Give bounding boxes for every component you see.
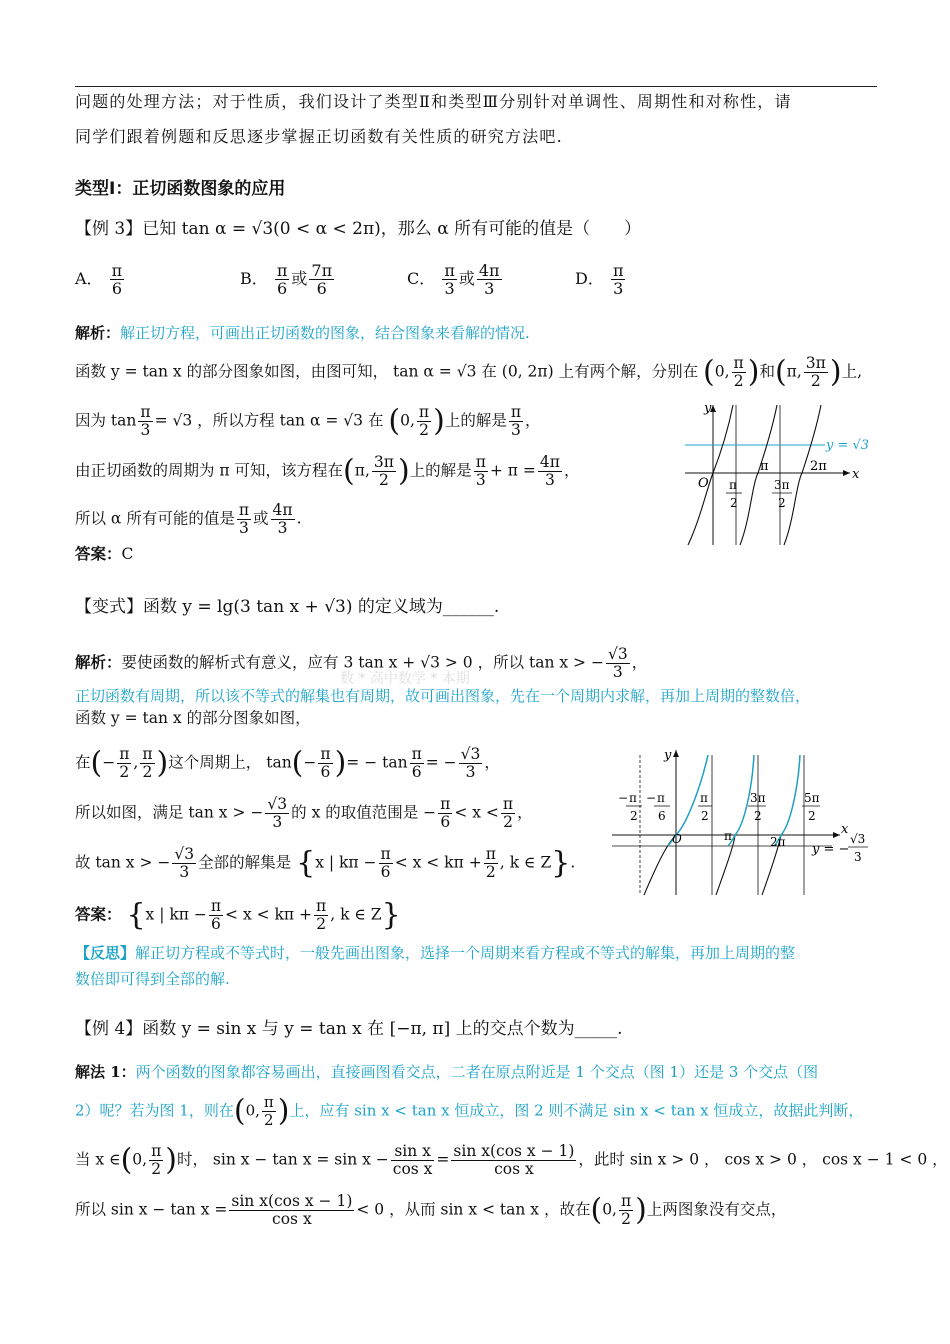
graph-3half-n: 3π bbox=[774, 478, 790, 492]
variant-answer: 答案： {x | kπ − $\frac{\pi}{6}$ < x < kπ + $\frac{\pi}{2}$ , k ∈ Z} bbox=[75, 897, 401, 933]
x-axis-arrow bbox=[843, 470, 850, 476]
ex3-option-c[interactable]: C． $\frac{\pi}{3}$ 或 $\frac{4\pi}{3}$ bbox=[407, 261, 500, 298]
ex4-line-3: 当 x ∈(0, $\frac{\pi}{2}$ )时， sin x − tan x = sin x − $\frac{\text{sin x}}{\text{cos x}}$ = $\frac{\text{sin x(cos x − 1)}}{\text{cos x}}$ ，此时 sin x > 0 ， cos x > 0 ， cos x − 1 < 0 ， bbox=[75, 1142, 948, 1178]
graph-y-label: y bbox=[664, 748, 672, 763]
tan-branch-3 bbox=[762, 755, 800, 895]
graph-neg-sixth-minus: − bbox=[646, 791, 657, 805]
reflection-line-1: 【反思】解正切方程或不等式时，一般先画出图象，选择一个周期来看方程或不等式的解集，再加上周期的整 bbox=[75, 944, 796, 962]
ex3-option-d[interactable]: D． $\frac{\pi}{3}$ bbox=[575, 261, 624, 298]
ex4-line-4: 所以 sin x − tan x = $\frac{\text{sin x(cos x − 1)}}{\text{cos x}}$ < 0 ，从而 sin x < tan x ，故在(0, $\frac{\pi}{2}$ )上两图象没有交点， bbox=[75, 1192, 787, 1228]
header-line-1: 问题的处理方法；对于性质，我们设计了类型Ⅱ和类型Ⅲ分别针对单调性、周期性和对称性，请 bbox=[75, 92, 792, 111]
ex4-method-line-1: 解法 1：两个函数的图象都容易画出，直接画图看交点，二者在原点附近是 1 个交点（图 1）还是 3 个交点（图 bbox=[75, 1063, 819, 1081]
graph-3half-n: 3π bbox=[750, 791, 766, 805]
y-axis-arrow bbox=[673, 750, 679, 757]
variant-blue-line: 正切函数有周期，所以该不等式的解集也有周期，故可画出图象，先在一个周期内求解，再加上周期的整数倍， bbox=[75, 687, 811, 705]
graph-2pi: 2π bbox=[770, 835, 786, 849]
ex3-line-3: 由正切函数的周期为 π 可知，该方程在(π, $\frac{3\pi}{2}$ )上的解是 $\frac{\pi}{3}$ + π = $\frac{4\pi}{3}$ ， bbox=[75, 453, 580, 489]
graph-x-label: x bbox=[852, 467, 860, 482]
ex3-tan-graph bbox=[680, 400, 880, 550]
graph-line-sqrt3: √3 bbox=[850, 832, 866, 846]
variant-tan-graph bbox=[612, 745, 882, 900]
graph-5half-d: 2 bbox=[808, 809, 816, 823]
ex4-method-line-2: 2）呢？若为图 1，则在(0, $\frac{\pi}{2}$ )上，应有 sin x < tan x 恒成立，图 2 则不满足 sin x < tan x 恒成立，故据此判断， bbox=[75, 1093, 864, 1129]
graph-y-label: y bbox=[704, 401, 712, 416]
graph-5half-n: 5π bbox=[804, 791, 820, 805]
ex4-stem: 【例 4】函数 y = sin x 与 y = tan x 在 [−π, π] 上的交点个数为_____. bbox=[75, 1019, 623, 1039]
ex3-answer: 答案：C bbox=[75, 544, 134, 563]
tan-branch-3-highlight bbox=[774, 755, 800, 846]
graph-3half-d: 2 bbox=[754, 809, 762, 823]
ex3-line-2: 因为 tan $\frac{\pi}{3}$ = √3 ，所以方程 tan α = √3 在 (0, $\frac{\pi}{2}$ )上的解是 $\frac{\pi}{3}$ ， bbox=[75, 403, 541, 439]
variant-line-5: 故 tan x > − $\frac{√3}{3}$ 全部的解集是 {x | kπ − $\frac{\pi}{6}$ < x < kπ + $\frac{\pi}{2}$ , k ∈ Z}. bbox=[75, 845, 576, 881]
ex3-option-a[interactable]: A． $\frac{\pi}{6}$ bbox=[75, 261, 123, 298]
ex3-analysis-header: 解析：解正切方程，可画出正切函数的图象，结合图象来看解的情况. bbox=[75, 324, 530, 342]
variant-line-3: 在(− $\frac{\pi}{2}$ , $\frac{\pi}{2}$ )这个周期上， tan(− $\frac{\pi}{6}$ )= − tan $\frac{\pi}{6}$ = − $\frac{√3}{3}$ ， bbox=[75, 745, 500, 781]
header-rule bbox=[75, 86, 877, 87]
graph-line-label: y = − bbox=[812, 842, 850, 857]
header-line-2: 同学们跟着例题和反思逐步掌握正切函数有关性质的研究方法吧. bbox=[75, 127, 563, 146]
variant-line-4: 所以如图，满足 tan x > − $\frac{√3}{3}$ 的 x 的取值范围是 − $\frac{\pi}{6}$ < x < $\frac{\pi}{2}$ ， bbox=[75, 795, 533, 831]
graph-neg-half-minus: − bbox=[618, 791, 629, 805]
tan-branch-3 bbox=[784, 405, 821, 545]
watermark: 数 * 高中数学 * 本期 bbox=[340, 671, 470, 687]
x-axis-arrow bbox=[833, 832, 840, 838]
graph-neg-half-n: π bbox=[629, 791, 637, 805]
ex3-line-1: 函数 y = tan x 的部分图象如图，由图可知， tan α = √3 在 (0, 2π) 上有两个解，分别在 (0, $\frac{\pi}{2}$ )和(π, $\frac{3\pi}{2}$ )上, bbox=[75, 354, 863, 390]
graph-half-d: 2 bbox=[701, 809, 709, 823]
section-title: 类型Ⅰ：正切函数图象的应用 bbox=[75, 179, 286, 199]
ex3-line-4: 所以 α 所有可能的值是 $\frac{\pi}{3}$ 或 $\frac{4\pi}{3}$ . bbox=[75, 501, 302, 537]
graph-neg-half-d: 2 bbox=[630, 809, 638, 823]
tan-branch-1 bbox=[688, 405, 733, 545]
graph-x-label: x bbox=[841, 822, 849, 837]
graph-pi: π bbox=[724, 829, 732, 843]
graph-half-d: 2 bbox=[730, 496, 738, 510]
tan-branch-2 bbox=[716, 755, 754, 895]
variant-line-1: 解析：要使函数的解析式有意义，应有 3 tan x + √3 > 0 ，所以 tan x > − $\frac{√3}{3}$ ， bbox=[75, 645, 648, 681]
graph-3half-d: 2 bbox=[778, 496, 786, 510]
graph-pi: π bbox=[760, 459, 769, 474]
graph-half-n: π bbox=[700, 791, 708, 805]
graph-2pi: 2π bbox=[810, 459, 827, 474]
tan-branch-2 bbox=[740, 405, 777, 545]
graph-half-n: π bbox=[729, 478, 737, 492]
graph-origin: O bbox=[672, 832, 682, 846]
ex3-stem: 【例 3】已知 tan α = √3(0 < α < 2π)，那么 α 所有可能的值是（ ） bbox=[75, 219, 642, 239]
graph-origin: O bbox=[698, 476, 709, 491]
variant-stem: 【变式】函数 y = lg(3 tan x + √3) 的定义域为______. bbox=[75, 597, 500, 617]
graph-line-label: y = √3 bbox=[826, 438, 870, 453]
reflection-line-2: 数倍即可得到全部的解. bbox=[75, 970, 230, 988]
graph-neg-sixth-n: π bbox=[657, 791, 665, 805]
graph-line-d3: 3 bbox=[854, 850, 862, 864]
variant-line-2: 函数 y = tan x 的部分图象如图， bbox=[75, 709, 311, 727]
graph-neg-sixth-d: 6 bbox=[658, 809, 666, 823]
ex3-option-b[interactable]: B． $\frac{\pi}{6}$ 或 $\frac{7\pi}{6}$ bbox=[240, 261, 333, 298]
